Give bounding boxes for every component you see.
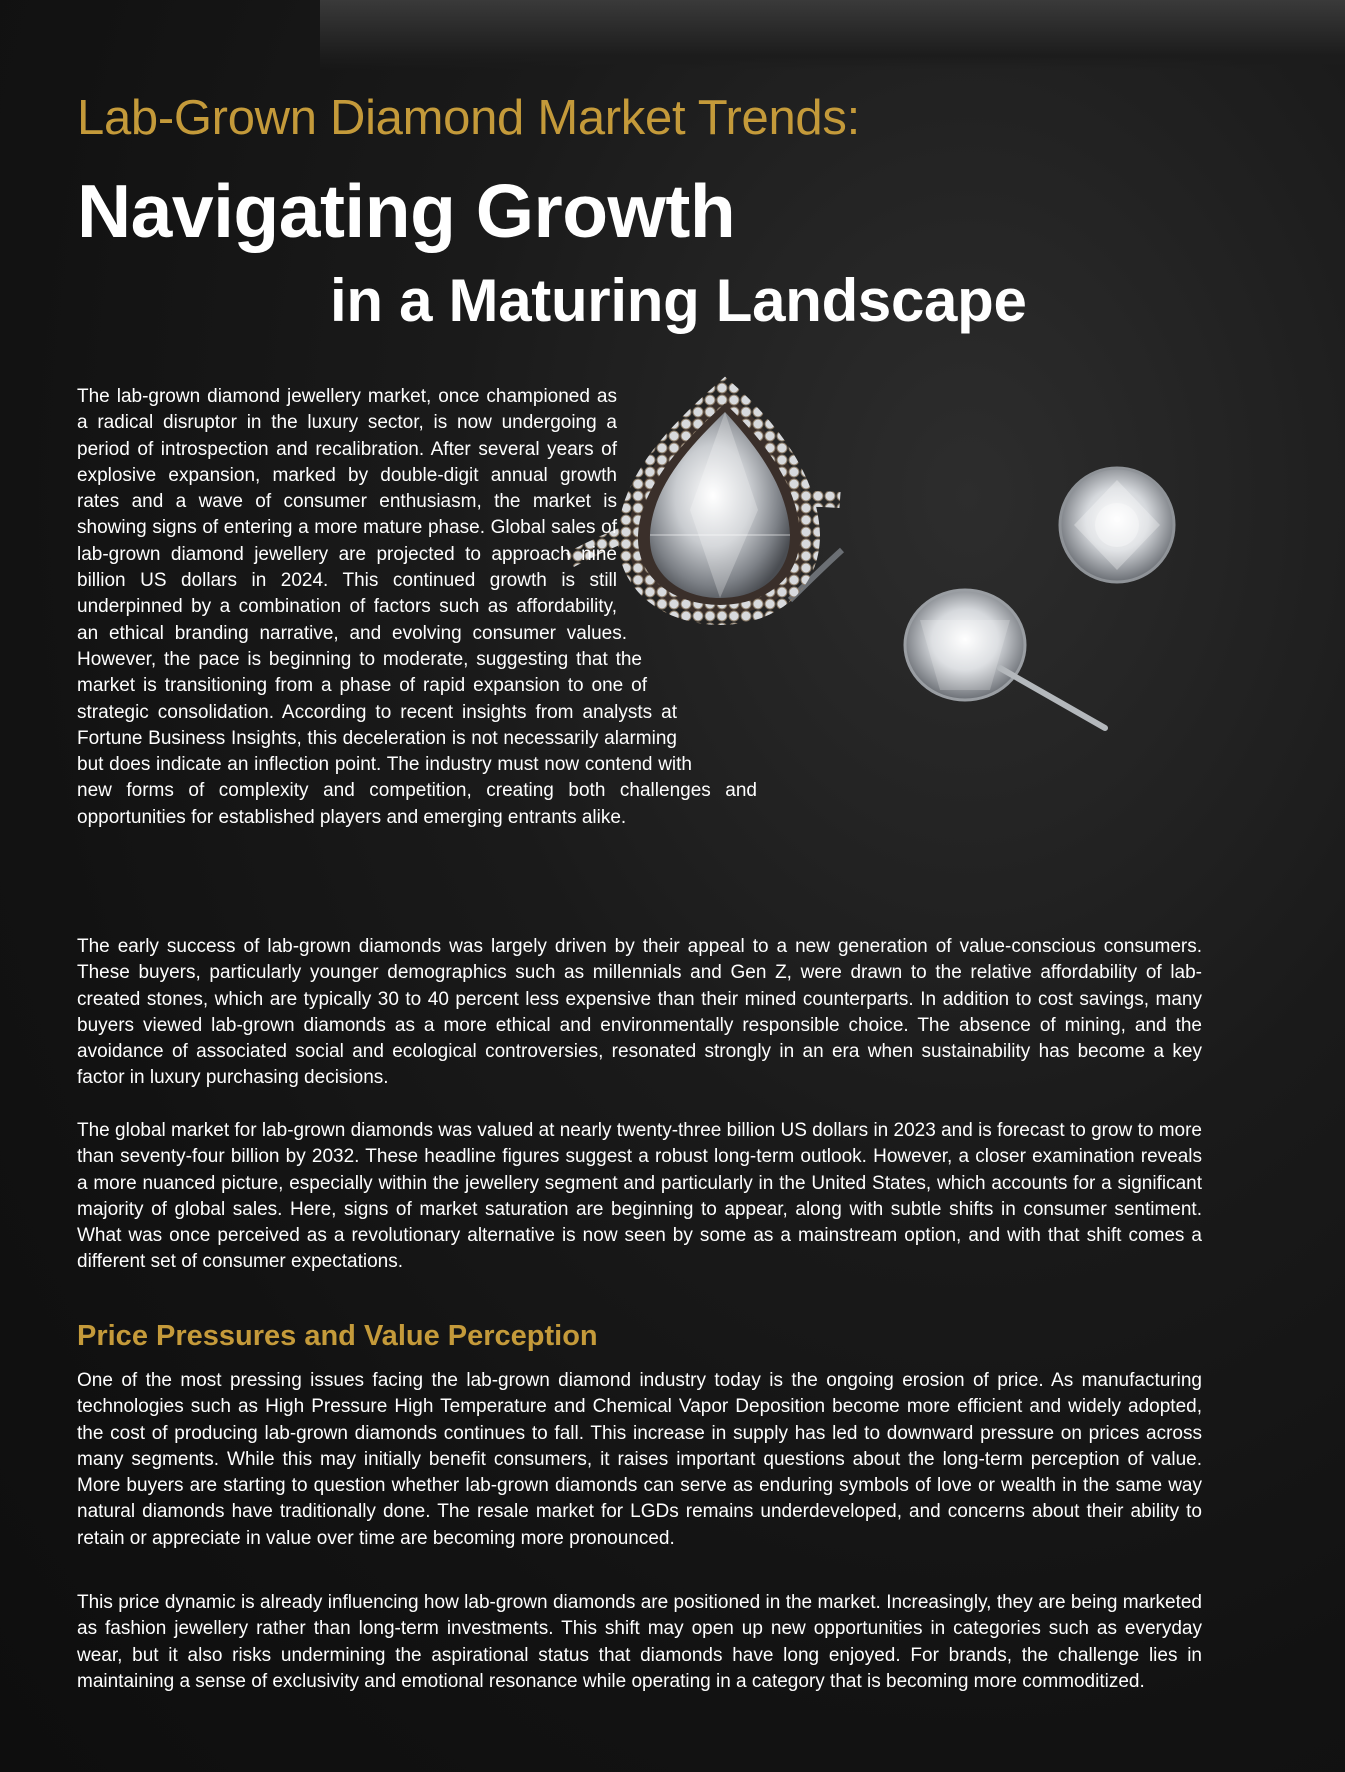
article-kicker: Lab-Grown Diamond Market Trends: bbox=[77, 91, 860, 145]
wrap-spacer bbox=[677, 723, 1202, 749]
wrap-spacer bbox=[617, 384, 1202, 411]
body-paragraph bbox=[77, 1118, 1202, 1276]
body-paragraph bbox=[77, 934, 1202, 1092]
wrap-spacer bbox=[692, 749, 1202, 775]
intro-paragraph bbox=[77, 384, 1202, 853]
article-title: Navigating Growth bbox=[77, 169, 736, 253]
article-subtitle: in a Maturing Landscape bbox=[330, 267, 1027, 334]
wrap-spacer bbox=[617, 541, 1202, 567]
wrap-spacer bbox=[617, 437, 1202, 463]
intro-text: The lab-grown diamond jewellery market, once championed as a radical disruptor in the luxury sector, is now undergoing a period of introspection and recalibration. After several years of explosive expansion, marked by double-digit annual growth rates and a wave of consumer enthusiasm, the market is showing signs of entering a more mature phase. Global sales of lab-grown diamond jewellery are projected to approach nine billion US dollars in 2024. This continued growth is still underpinned by a combination of factors such as affordability, an ethical branding narrative, and evolving consumer values. However, the pace is beginning to moderate, suggesting that the market is transitioning from a phase of rapid expansion to one of strategic consolidation. According to recent insights from analysts at Fortune Business Insights, this deceleration is not necessarily alarming but does indicate an inflection point. The industry must now contend with new forms of complexity and competition, creating both challenges and opportunities for established players and emerging entrants alike. bbox=[77, 386, 757, 828]
wrap-spacer bbox=[677, 697, 1202, 723]
wrap-spacer bbox=[617, 567, 1202, 593]
wrap-spacer bbox=[777, 801, 1202, 827]
wrap-spacer bbox=[647, 671, 1202, 697]
wrap-spacer bbox=[842, 827, 1202, 853]
wrap-spacer bbox=[617, 411, 1202, 437]
paragraph-text: The global market for lab-grown diamonds was valued at nearly twenty-three billion US dollars in 2023 and is forecast to grow to more than seventy-four billion by 2032. These headline figures suggest a robust long-term outlook. However, a closer examination reveals a more nuanced picture, especially within the jewellery segment and particularly in the United States, which accounts for a significant majority of global sales. Here, signs of market saturation are beginning to appear, along with subtle shifts in consumer sentiment. What was once perceived as a revolutionary alternative is now seen by some as a mainstream option, and with that shift comes a different set of consumer expectations. bbox=[77, 1120, 1202, 1273]
wrap-spacer bbox=[757, 775, 1202, 801]
wrap-spacer bbox=[627, 619, 1202, 645]
wrap-spacer bbox=[617, 463, 1202, 489]
body-paragraph bbox=[77, 1590, 1202, 1695]
wrap-spacer bbox=[642, 645, 1202, 671]
wrap-spacer bbox=[617, 593, 1202, 619]
wrap-spacer bbox=[617, 515, 1202, 541]
paragraph-text: This price dynamic is already influencing how lab-grown diamonds are positioned in the market. Increasingly, they are being marketed as fashion jewellery rather than long-term investments. This shift may open up new opportunities in categories such as everyday wear, but it also risks undermining the aspirational status that diamonds have long enjoyed. For brands, the challenge lies in maintaining a sense of exclusivity and emotional resonance while operating in a category that is becoming more commoditized. bbox=[77, 1592, 1202, 1692]
paragraph-text: The early success of lab-grown diamonds was largely driven by their appeal to a new generation of value-conscious consumers. These buyers, particularly younger demographics such as millennials and Gen Z, were drawn to the relative affordability of lab-created stones, which are typically 30 to 40 percent less expensive than their mined counterparts. In addition to cost savings, many buyers viewed lab-grown diamonds as a more ethical and environmentally responsible choice. The absence of mining, and the avoidance of associated social and ecological controversies, resonated strongly in an era when sustainability has become a key factor in luxury purchasing decisions. bbox=[77, 936, 1202, 1089]
body-paragraph bbox=[77, 1368, 1202, 1552]
section-heading: Price Pressures and Value Perception bbox=[77, 1320, 598, 1352]
background-rock bbox=[320, 0, 1345, 70]
paragraph-text: One of the most pressing issues facing the lab-grown diamond industry today is the ongoing erosion of price. As manufacturing technologies such as High Pressure High Temperature and Chemical Vapor Deposition become more efficient and widely adopted, the cost of producing lab-grown diamonds continues to fall. This increase in supply has led to downward pressure on prices across many segments. While this may initially benefit consumers, it raises important questions about the long-term perception of value. More buyers are starting to question whether lab-grown diamonds can serve as enduring symbols of love or wealth in the same way natural diamonds have traditionally done. The resale market for LGDs remains underdeveloped, and concerns about their ability to retain or appreciate in value over time are becoming more pronounced. bbox=[77, 1370, 1202, 1549]
wrap-spacer bbox=[617, 489, 1202, 515]
